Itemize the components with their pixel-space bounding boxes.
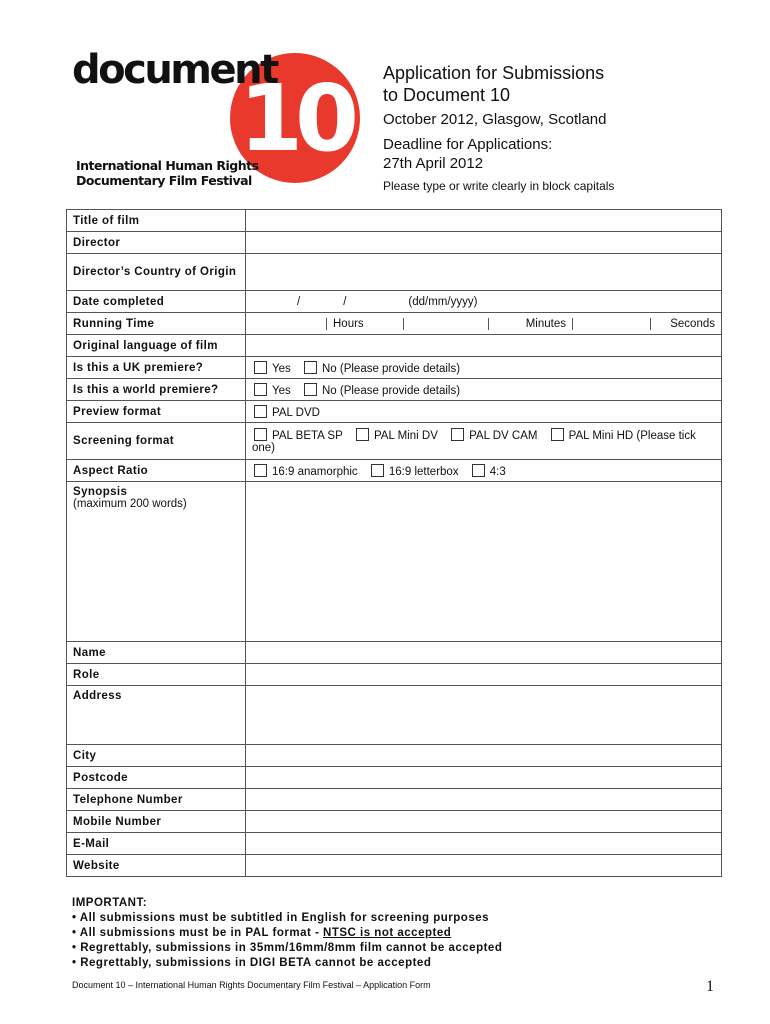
label-country: Director’s Country of Origin — [67, 254, 246, 291]
field-mobile[interactable] — [246, 811, 722, 833]
form-title: Application for Submissions to Document 10 — [383, 63, 605, 105]
field-director[interactable] — [246, 232, 722, 254]
instructions: Please type or write clearly in block capitals — [383, 179, 615, 193]
label-aspect-ratio: Aspect Ratio — [67, 460, 246, 482]
hours-label: Hours — [327, 318, 404, 330]
label-uk-premiere: Is this a UK premiere? — [67, 357, 246, 379]
field-name[interactable] — [246, 642, 722, 664]
note-pal: • All submissions must be in PAL format - NTSC is not accepted — [72, 927, 452, 939]
festival-logo — [70, 48, 370, 198]
label-date: Date completed — [67, 291, 246, 313]
label-world-premiere: Is this a world premiere? — [67, 379, 246, 401]
logo-subtitle: International Human Rights Documentary Film Festival — [76, 158, 259, 188]
synopsis-note: (maximum 200 words) — [73, 498, 187, 510]
page-number: 1 — [706, 978, 714, 995]
uk-yes-checkbox[interactable] — [254, 361, 267, 374]
label-director: Director — [67, 232, 246, 254]
label-telephone: Telephone Number — [67, 789, 246, 811]
field-address[interactable] — [246, 686, 722, 745]
deadline: Deadline for Applications: 27th April 2012 — [383, 136, 553, 172]
field-aspect-ratio: 16:9 anamorphic 16:9 letterbox 4:3 — [246, 460, 722, 482]
letterbox-checkbox[interactable] — [371, 464, 384, 477]
label-role: Role — [67, 664, 246, 686]
note-subtitles: • All submissions must be subtitled in English for screening purposes — [72, 912, 490, 924]
application-form — [66, 209, 722, 877]
minutes-input[interactable] — [404, 318, 489, 330]
label-mobile: Mobile Number — [67, 811, 246, 833]
label-address: Address — [67, 686, 246, 745]
field-postcode[interactable] — [246, 767, 722, 789]
field-uk-premiere: Yes No (Please provide details) — [246, 357, 722, 379]
field-preview-format: PAL DVD — [246, 401, 722, 423]
label-preview-format: Preview format — [67, 401, 246, 423]
pal-beta-sp-checkbox[interactable] — [254, 428, 267, 441]
note-film: • Regrettably, submissions in 35mm/16mm/8mm film cannot be accepted — [72, 942, 503, 954]
label-title: Title of film — [67, 210, 246, 232]
pal-mini-dv-checkbox[interactable] — [356, 428, 369, 441]
minutes-label: Minutes — [489, 318, 573, 330]
anamorphic-checkbox[interactable] — [254, 464, 267, 477]
seconds-input[interactable] — [573, 318, 651, 330]
field-synopsis[interactable] — [246, 482, 722, 642]
pal-dvd-checkbox[interactable] — [254, 405, 267, 418]
four-three-checkbox[interactable] — [472, 464, 485, 477]
field-role[interactable] — [246, 664, 722, 686]
label-postcode: Postcode — [67, 767, 246, 789]
field-country[interactable] — [246, 254, 722, 291]
date-format-hint: (dd/mm/yyyy) — [408, 295, 478, 308]
logo-word: document — [72, 47, 277, 93]
field-telephone[interactable] — [246, 789, 722, 811]
field-language[interactable] — [246, 335, 722, 357]
field-city[interactable] — [246, 745, 722, 767]
field-running-time[interactable] — [246, 313, 722, 335]
field-email[interactable] — [246, 833, 722, 855]
note-digibeta: • Regrettably, submissions in DIGI BETA cannot be accepted — [72, 957, 432, 969]
world-yes-checkbox[interactable] — [254, 383, 267, 396]
label-website: Website — [67, 855, 246, 877]
field-world-premiere: Yes No (Please provide details) — [246, 379, 722, 401]
label-screening-format: Screening format — [67, 423, 246, 460]
field-screening-format: PAL BETA SP PAL Mini DV PAL DV CAM PAL Mini HD (Please tick one) — [246, 423, 722, 460]
uk-no-checkbox[interactable] — [304, 361, 317, 374]
label-name: Name — [67, 642, 246, 664]
field-date[interactable]: / / (dd/mm/yyyy) — [246, 291, 722, 313]
seconds-label: Seconds — [670, 317, 715, 330]
label-language: Original language of film — [67, 335, 246, 357]
label-running-time: Running Time — [67, 313, 246, 335]
label-city: City — [67, 745, 246, 767]
pal-dv-cam-checkbox[interactable] — [451, 428, 464, 441]
event-info: October 2012, Glasgow, Scotland — [383, 111, 607, 128]
important-heading: IMPORTANT: — [72, 897, 148, 909]
important-notes — [72, 896, 502, 971]
field-website[interactable] — [246, 855, 722, 877]
world-no-checkbox[interactable] — [304, 383, 317, 396]
page-footer: Document 10 – International Human Rights Documentary Film Festival – Application Form — [72, 980, 431, 990]
hours-input[interactable] — [246, 318, 327, 330]
label-email: E-Mail — [67, 833, 246, 855]
label-synopsis: Synopsis (maximum 200 words) — [67, 482, 246, 642]
field-title[interactable] — [246, 210, 722, 232]
logo-number: 10 — [238, 64, 352, 172]
pal-mini-hd-checkbox[interactable] — [551, 428, 564, 441]
header — [383, 62, 743, 193]
